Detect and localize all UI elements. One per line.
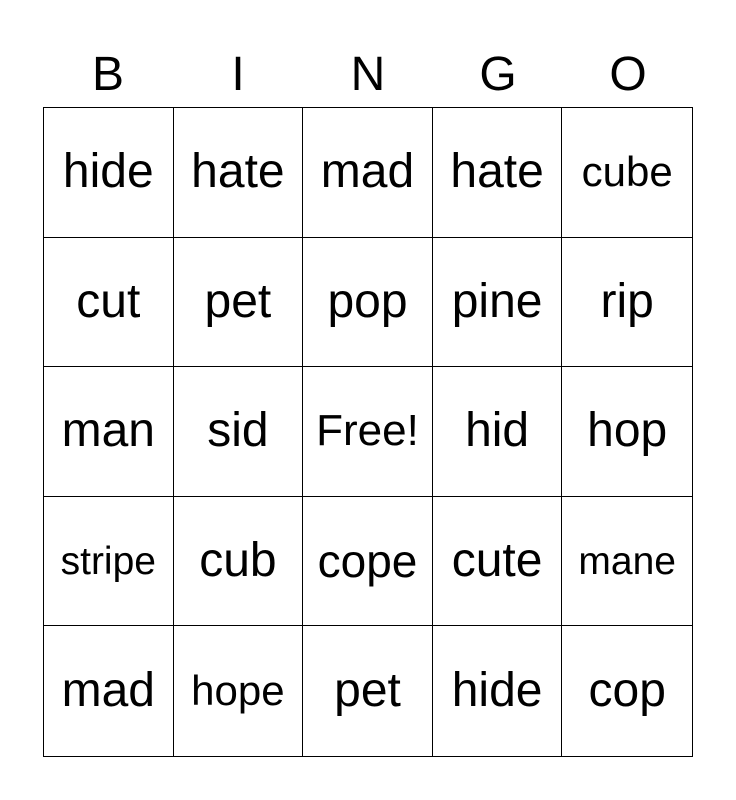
header-letter-i: I: [231, 48, 245, 101]
bingo-cell-r3-c2[interactable]: sid: [174, 367, 304, 497]
bingo-cell-r4-c2[interactable]: cub: [174, 497, 304, 627]
bingo-cell-r5-c2[interactable]: hope: [174, 626, 304, 756]
header-letter-n: N: [350, 48, 386, 101]
bingo-cell-r4-c5[interactable]: mane: [562, 497, 692, 627]
header-letter-o: O: [609, 48, 647, 101]
bingo-cell-r2-c2[interactable]: pet: [174, 238, 304, 368]
bingo-cell-r3-c4[interactable]: hid: [433, 367, 563, 497]
bingo-cell-r5-c1[interactable]: mad: [44, 626, 174, 756]
bingo-cell-r5-c3[interactable]: pet: [303, 626, 433, 756]
header-letter-g: G: [479, 48, 517, 101]
bingo-cell-r2-c4[interactable]: pine: [433, 238, 563, 368]
bingo-cell-r1-c3[interactable]: mad: [303, 108, 433, 238]
bingo-cell-r4-c1[interactable]: stripe: [44, 497, 174, 627]
bingo-board: [43, 107, 693, 757]
bingo-cell-r1-c2[interactable]: hate: [174, 108, 304, 238]
bingo-cell-r2-c5[interactable]: rip: [562, 238, 692, 368]
bingo-cell-r4-c3[interactable]: cope: [303, 497, 433, 627]
bingo-cell-r1-c4[interactable]: hate: [433, 108, 563, 238]
bingo-cell-r4-c4[interactable]: cute: [433, 497, 563, 627]
bingo-cell-r3-c5[interactable]: hop: [562, 367, 692, 497]
bingo-cell-r3-c1[interactable]: man: [44, 367, 174, 497]
free-space-cell[interactable]: Free!: [303, 367, 433, 497]
bingo-cell-r5-c4[interactable]: hide: [433, 626, 563, 756]
header-letter-b: B: [91, 48, 124, 101]
bingo-cell-r2-c3[interactable]: pop: [303, 238, 433, 368]
bingo-header: [43, 44, 693, 106]
bingo-cell-r1-c1[interactable]: hide: [44, 108, 174, 238]
bingo-cell-r2-c1[interactable]: cut: [44, 238, 174, 368]
bingo-cell-r1-c5[interactable]: cube: [562, 108, 692, 238]
bingo-cell-r5-c5[interactable]: cop: [588, 664, 666, 718]
